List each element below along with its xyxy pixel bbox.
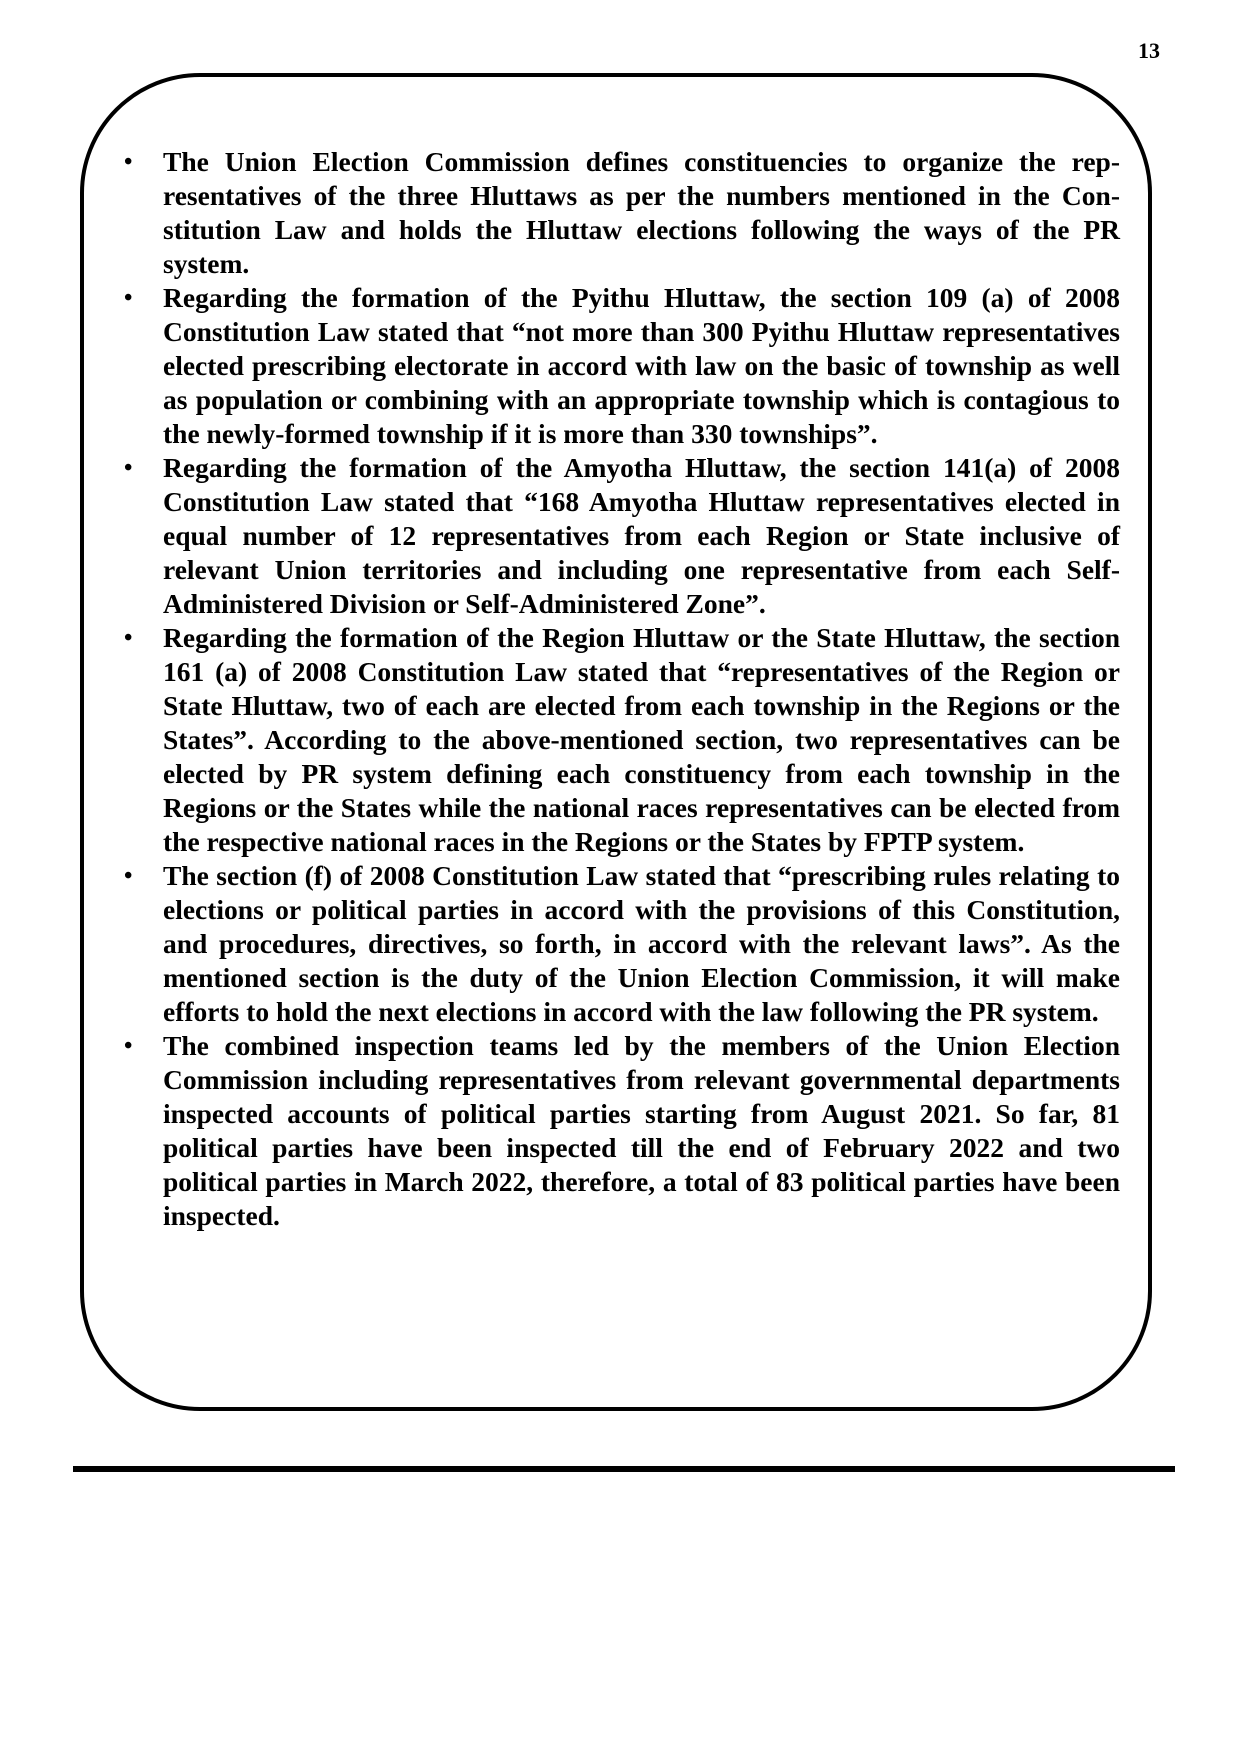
list-item xyxy=(120,1029,1120,1233)
list-item xyxy=(120,145,1120,281)
list-item xyxy=(120,621,1120,859)
list-item-text: Regarding the formation of the Region Hluttaw or the State Hluttaw, the section 161 (a) of 2008 Constitution Law stated that “representatives of the Region or State Hluttaw, two of each are elected from each township in the Regions or the States”. According to the above-mentioned section, two representatives can be elected by PR system defining each constituency from each township in the Regions or the States while the national races representatives can be elected from the respective national races in the Regions or the States by FPTP system. xyxy=(163,622,1120,857)
bullet-icon: • xyxy=(124,455,133,481)
bullet-icon: • xyxy=(124,625,133,651)
horizontal-divider xyxy=(73,1466,1175,1472)
page-number: 13 xyxy=(1138,38,1160,63)
list-item-text: Regarding the formation of the Amyotha Hluttaw, the section 141(a) of 2008 Constitution Law stated that “168 Amyotha Hluttaw representatives elected in equal number of 12 representatives from each Region or State inclusive of relevant Union territories and including one representative from each Self-Administered Division or Self-Administered Zone”. xyxy=(163,452,1120,619)
bullet-list xyxy=(120,145,1120,1233)
list-item xyxy=(120,859,1120,1029)
bullet-icon: • xyxy=(124,863,133,889)
bullet-icon: • xyxy=(124,149,133,175)
list-item xyxy=(120,451,1120,621)
list-item-text: Regarding the formation of the Pyithu Hluttaw, the section 109 (a) of 2008 Constitution Law stated that “not more than 300 Pyithu Hluttaw representatives elected prescribing electorate in accord with law on the basic of township as well as population or combining with an appropriate township which is contagious to the newly-formed township if it is more than 330 townships”. xyxy=(163,282,1120,449)
list-item-text: The Union Election Commission defines constituencies to organize the representatives of the three Hluttaws as per the numbers mentioned in the Constitution Law and holds the Hluttaw elections following the ways of the PR system. xyxy=(163,146,1120,279)
list-item xyxy=(120,281,1120,451)
bullet-icon: • xyxy=(124,285,133,311)
list-item-text: The combined inspection teams led by the members of the Union Election Commission including representatives from relevant governmental departments inspected accounts of political parties starting from August 2021. So far, 81 political parties have been inspected till the end of February 2022 and two political parties in March 2022, therefore, a total of 83 political parties have been inspected. xyxy=(163,1030,1120,1231)
list-item-text: The section (f) of 2008 Constitution Law stated that “prescribing rules relating to elections or political parties in accord with the provisions of this Constitution, and procedures, directives, so forth, in accord with the relevant laws”. As the mentioned section is the duty of the Union Election Commission, it will make efforts to hold the next elections in accord with the law following the PR system. xyxy=(163,860,1120,1027)
bullet-icon: • xyxy=(124,1033,133,1059)
